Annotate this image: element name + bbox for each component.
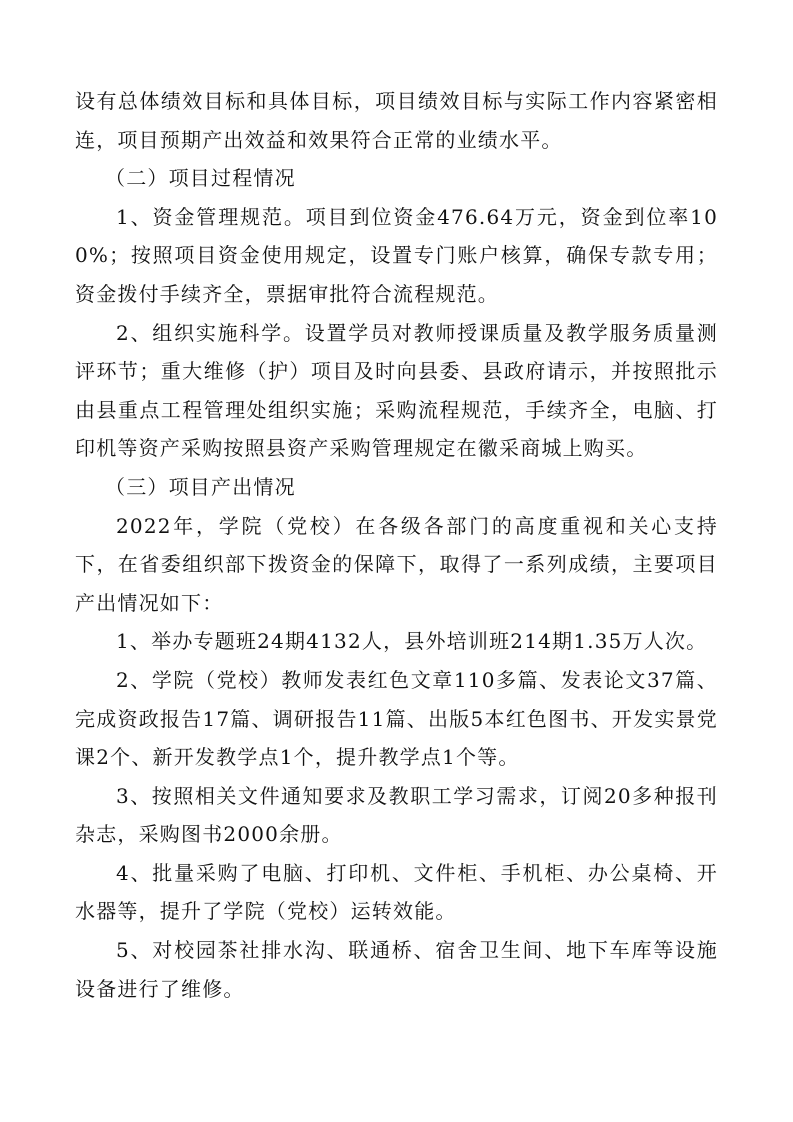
paragraph-fund-management: 1、资金管理规范。项目到位资金476.64万元，资金到位率100%；按照项目资金使用规定，设置专门账户核算，确保专款专用；资金拨付手续齐全，票据审批符合流程规范。 xyxy=(75,204,718,306)
document-body xyxy=(75,82,718,1008)
section-heading-process: （二）项目过程情况 xyxy=(105,166,296,191)
paragraph-output-item-2: 2、学院（党校）教师发表红色文章110多篇、发表论文37篇、完成资政报告17篇、调研报告11篇、出版5本红色图书、开发实景党课2个、新开发教学点1个，提升教学点1个等。 xyxy=(75,667,718,770)
paragraph-output-intro: 2022年，学院（党校）在各级各部门的高度重视和关心支持下，在省委组织部下拨资金的保障下，取得了一系列成绩，主要项目产出情况如下： xyxy=(75,513,718,615)
paragraph-performance-goals: 设有总体绩效目标和具体目标，项目绩效目标与实际工作内容紧密相连，项目预期产出效益和效果符合正常的业绩水平。 xyxy=(75,89,718,152)
paragraph-output-item-5: 5、对校园茶社排水沟、联通桥、宿舍卫生间、地下车库等设施设备进行了维修。 xyxy=(75,938,718,1001)
section-heading-output: （三）项目产出情况 xyxy=(105,474,296,499)
paragraph-organization: 2、组织实施科学。设置学员对教师授课质量及教学服务质量测评环节；重大维修（护）项目及时向县委、县政府请示，并按照批示由县重点工程管理处组织实施；采购流程规范，手续齐全，电脑、打印机等资产采购按照县资产采购管理规定在徽采商城上购买。 xyxy=(75,320,718,461)
paragraph-output-item-3: 3、按照相关文件通知要求及教职工学习需求，订阅20多种报刊杂志，采购图书2000余册。 xyxy=(75,783,718,847)
paragraph-output-item-1: 1、举办专题班24期4132人，县外培训班214期1.35万人次。 xyxy=(116,629,708,654)
paragraph-output-item-4: 4、批量采购了电脑、打印机、文件柜、手机柜、办公桌椅、开水器等，提升了学院（党校）运转效能。 xyxy=(75,860,718,924)
